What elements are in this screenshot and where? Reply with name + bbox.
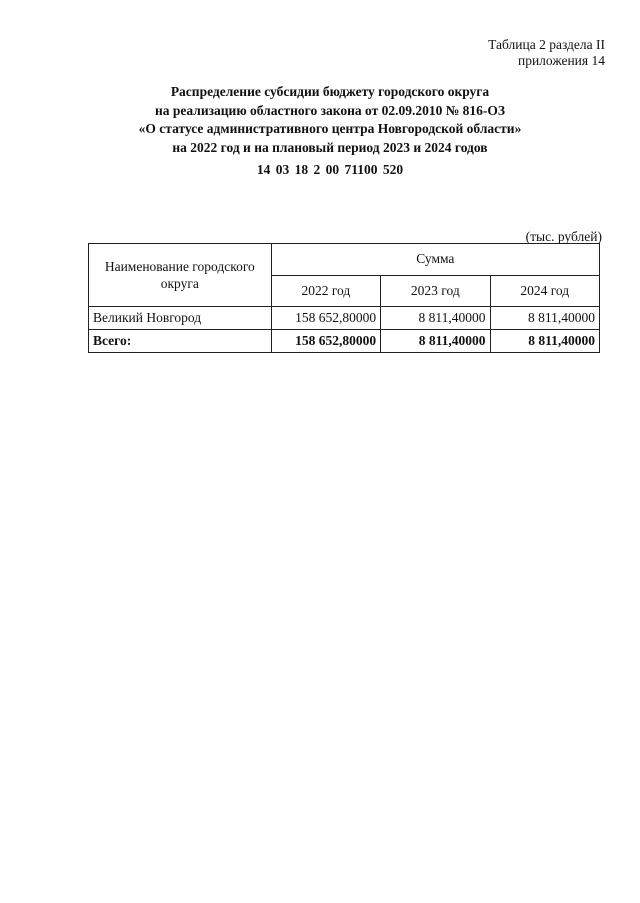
title-line-3: «О статусе административного центра Новгородской области» xyxy=(138,121,522,136)
row-value: 8 811,40000 xyxy=(490,307,599,330)
total-value: 158 652,80000 xyxy=(271,330,380,353)
row-name: Великий Новгород xyxy=(89,307,272,330)
column-header-sum: Сумма xyxy=(271,244,599,276)
table-reference xyxy=(488,37,605,69)
document-title xyxy=(60,83,600,157)
budget-code: 14 03 18 2 00 71100 520 xyxy=(256,162,404,177)
table-header-row xyxy=(89,244,600,276)
title-line-1: Распределение субсидии бюджету городского округа xyxy=(170,84,490,99)
column-header-year: 2022 год xyxy=(271,275,380,307)
subsidy-table xyxy=(88,243,600,353)
total-label: Всего: xyxy=(89,330,272,353)
table-reference-line-1: Таблица 2 раздела II xyxy=(488,37,605,52)
column-header-year: 2024 год xyxy=(490,275,599,307)
column-header-name: Наименование городского округа xyxy=(89,244,272,307)
column-header-year: 2023 год xyxy=(381,275,490,307)
total-value: 8 811,40000 xyxy=(490,330,599,353)
title-line-2: на реализацию областного закона от 02.09.2010 № 816-ОЗ xyxy=(154,102,506,118)
units-note: (тыс. рублей) xyxy=(525,229,602,244)
total-value: 8 811,40000 xyxy=(381,330,490,353)
row-value: 158 652,80000 xyxy=(271,307,380,330)
row-value: 8 811,40000 xyxy=(381,307,490,330)
table-reference-line-2: приложения 14 xyxy=(517,53,605,68)
table-row xyxy=(89,307,600,330)
table-total-row xyxy=(89,330,600,353)
title-line-4: на 2022 год и на плановый период 2023 и 2024 годов xyxy=(172,139,488,155)
